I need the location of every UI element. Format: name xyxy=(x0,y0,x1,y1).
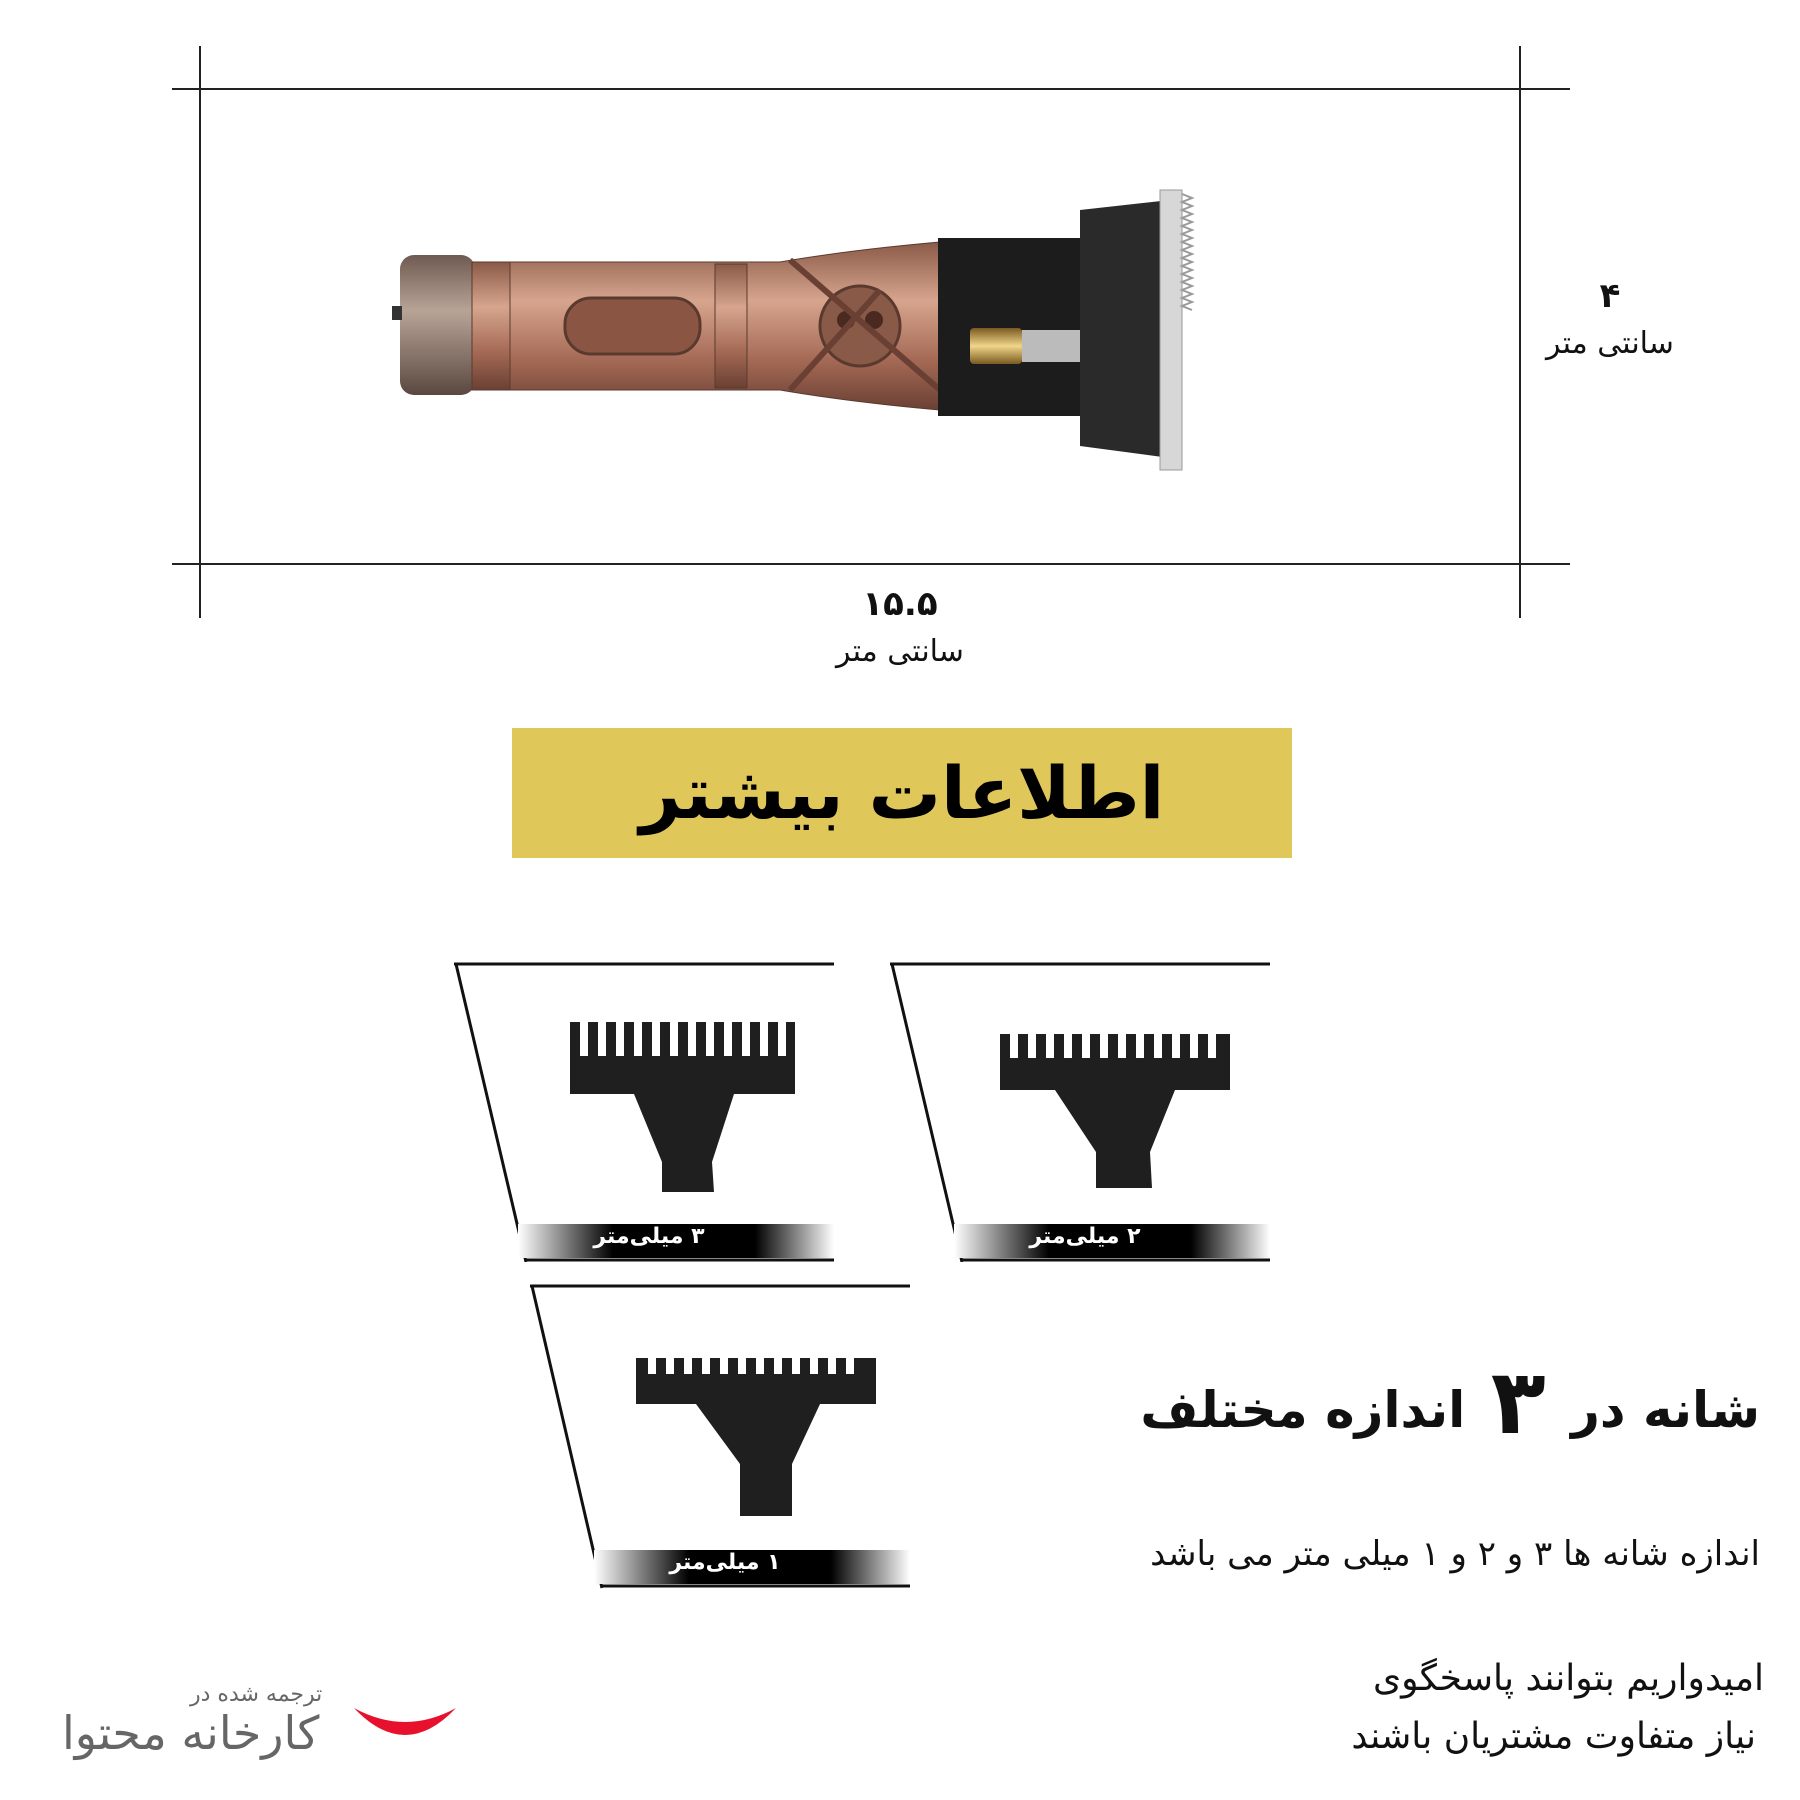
comb-label-1mm: ۱ میلی‌متر xyxy=(669,1550,781,1575)
watermark-brand: کارخانه محتوا xyxy=(62,1706,320,1760)
comb-card-1mm xyxy=(530,1284,910,1590)
comb-icon xyxy=(636,1358,876,1516)
headline-after: اندازه مختلف xyxy=(1140,1381,1466,1439)
headline-before: شانه در xyxy=(1571,1381,1760,1439)
comb-label-3mm: ۳ میلی‌متر xyxy=(593,1224,705,1249)
length-value: ۱۵.۵ xyxy=(862,584,938,624)
length-unit: سانتی متر xyxy=(836,634,964,669)
top-dimension-line xyxy=(172,88,1570,90)
left-dimension-line xyxy=(199,46,201,618)
height-value: ۴ xyxy=(1599,276,1621,316)
comb-sizes-text: اندازه شانه ها ۳ و ۲ و ۱ میلی متر می باشد xyxy=(1150,1534,1760,1574)
headline-number: ۳ xyxy=(1490,1350,1546,1455)
comb-card-3mm xyxy=(454,962,834,1262)
closing-line-1: امیدواریم بتوانند پاسخگوی xyxy=(1373,1658,1764,1699)
comb-label-2mm: ۲ میلی‌متر xyxy=(1029,1224,1141,1249)
trimmer-cap xyxy=(400,255,475,395)
comb-card-2mm xyxy=(890,962,1270,1262)
watermark-caption: ترجمه شده در xyxy=(190,1682,323,1707)
comb-sizes-headline xyxy=(1140,1350,1760,1455)
trimmer-blade xyxy=(1160,190,1182,470)
more-info-banner xyxy=(512,728,1292,858)
closing-line-2: نیاز متفاوت مشتریان باشند xyxy=(1351,1716,1756,1757)
height-unit: سانتی متر xyxy=(1546,326,1674,361)
more-info-title: اطلاعات بیشتر xyxy=(639,751,1165,835)
bottom-dimension-line xyxy=(172,563,1570,565)
smile-logo-icon xyxy=(350,1700,460,1756)
trimmer-image xyxy=(380,180,1340,480)
